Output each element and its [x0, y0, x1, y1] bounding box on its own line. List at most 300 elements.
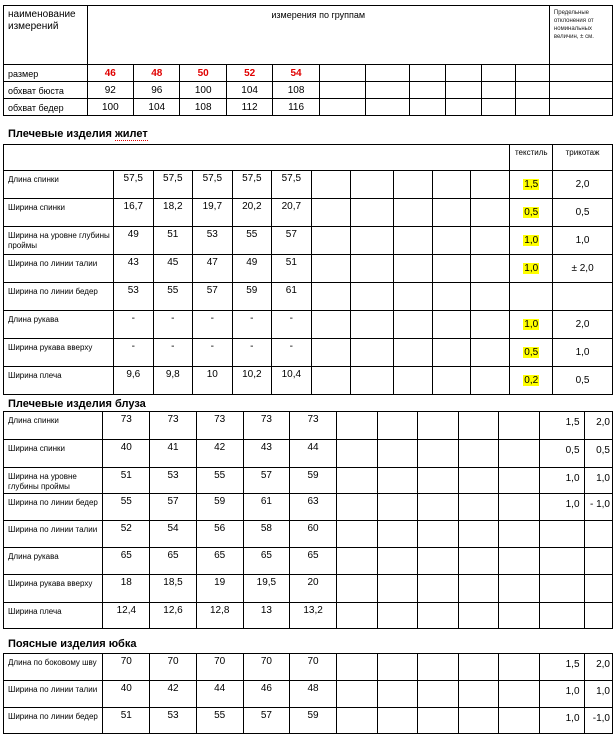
empty-cell — [377, 708, 418, 734]
empty-cell — [377, 412, 418, 440]
value-cell: 49 — [114, 227, 154, 255]
table-row — [4, 468, 613, 494]
row-label: Ширина по линии бедер — [4, 708, 103, 734]
value-cell: 40 — [103, 440, 150, 468]
knit-cell: ± 2,0 — [553, 255, 613, 283]
textile-value: 1,5 — [524, 179, 539, 190]
value-cell: 20,2 — [232, 199, 272, 227]
value-cell: 10 — [193, 367, 233, 395]
textile-cell — [510, 283, 553, 311]
empty-cell — [470, 283, 510, 311]
table-row — [4, 412, 613, 440]
empty-cell — [336, 412, 377, 440]
textile-cell — [510, 255, 553, 283]
value-cell: 57 — [272, 227, 312, 255]
value-cell: 55 — [232, 227, 272, 255]
value-cell: 9,8 — [153, 367, 193, 395]
row-label: Ширина спинки — [4, 199, 114, 227]
knit-cell: 1,0 — [584, 681, 612, 708]
empty-cell — [499, 440, 540, 468]
value-cell: 108 — [273, 82, 319, 99]
empty-cell — [470, 255, 510, 283]
value-cell: 57 — [243, 468, 290, 494]
value-cell: 73 — [196, 412, 243, 440]
value-cell: 19 — [196, 575, 243, 603]
value-cell: 104 — [226, 82, 272, 99]
empty-cell — [351, 311, 394, 339]
textile-value: 1,0 — [524, 263, 539, 274]
value-cell: 46 — [243, 681, 290, 708]
value-cell: 55 — [196, 708, 243, 734]
row-label: Длина спинки — [4, 171, 114, 199]
vest-title-word: жилет — [114, 128, 148, 140]
empty-cell — [377, 681, 418, 708]
value-cell: 116 — [273, 99, 319, 116]
empty-cell — [458, 681, 499, 708]
vest-table — [3, 144, 613, 395]
empty-cell — [311, 339, 351, 367]
row-label: Ширина спинки — [4, 440, 103, 468]
row-label: Ширина на уровне глубины проймы — [4, 468, 103, 494]
value-cell: 92 — [87, 82, 133, 99]
value-cell: 42 — [150, 681, 197, 708]
empty-cell — [458, 412, 499, 440]
value-cell: 58 — [243, 521, 290, 548]
value-cell: 53 — [150, 468, 197, 494]
table-row — [4, 603, 613, 629]
empty-cell — [499, 468, 540, 494]
value-cell: 53 — [150, 708, 197, 734]
textile-cell — [539, 548, 584, 575]
value-cell: 59 — [290, 708, 337, 734]
vest-title-main: Плечевые изделия — [8, 128, 115, 140]
empty-cell — [311, 171, 351, 199]
empty-cell — [418, 708, 459, 734]
value-cell: 51 — [272, 255, 312, 283]
textile-cell — [510, 199, 553, 227]
textile-value: 0,5 — [524, 347, 539, 358]
knit-cell: 2,0 — [553, 311, 613, 339]
value-cell: 70 — [150, 654, 197, 681]
empty-cell — [311, 255, 351, 283]
value-cell: 40 — [103, 681, 150, 708]
empty-cell — [458, 575, 499, 603]
empty-cell — [458, 603, 499, 629]
value-cell: 51 — [153, 227, 193, 255]
textile-cell — [539, 603, 584, 629]
value-cell: - — [272, 339, 312, 367]
textile-header: текстиль — [510, 145, 553, 171]
value-cell: 44 — [196, 681, 243, 708]
empty-cell — [433, 199, 470, 227]
knit-cell — [584, 548, 612, 575]
value-cell: 51 — [103, 708, 150, 734]
empty-cell — [311, 199, 351, 227]
value-cell: - — [114, 339, 154, 367]
value-cell: 18 — [103, 575, 150, 603]
row-label: Ширина по линии талии — [4, 521, 103, 548]
size-cell: 48 — [134, 65, 180, 82]
textile-value: 1,0 — [524, 235, 539, 246]
empty-cell — [311, 227, 351, 255]
knit-cell: 1,0 — [584, 468, 612, 494]
knit-cell: 2,0 — [584, 412, 612, 440]
value-cell: 65 — [150, 548, 197, 575]
textile-cell: 1,0 — [539, 708, 584, 734]
empty-cell — [418, 521, 459, 548]
row-label: Ширина плеча — [4, 367, 114, 395]
value-cell: 18,5 — [150, 575, 197, 603]
empty-cell — [336, 575, 377, 603]
textile-cell: 1,0 — [539, 468, 584, 494]
empty-cell — [418, 575, 459, 603]
empty-cell — [499, 603, 540, 629]
value-cell: 43 — [114, 255, 154, 283]
empty-cell — [377, 603, 418, 629]
empty-cell — [393, 227, 433, 255]
empty-cell — [458, 494, 499, 521]
empty-cell — [433, 283, 470, 311]
empty-cell — [393, 255, 433, 283]
empty-cell — [418, 468, 459, 494]
empty-cell — [351, 367, 394, 395]
table-row — [4, 199, 613, 227]
value-cell: 73 — [103, 412, 150, 440]
textile-cell — [510, 171, 553, 199]
blouse-section-title: Плечевые изделия блуза — [8, 398, 146, 410]
skirt-table — [3, 653, 613, 734]
value-cell: 49 — [232, 255, 272, 283]
empty-cell — [377, 440, 418, 468]
knit-cell: 0,5 — [553, 199, 613, 227]
empty-cell — [433, 255, 470, 283]
empty-cell — [393, 171, 433, 199]
value-cell: 70 — [103, 654, 150, 681]
value-cell: - — [114, 311, 154, 339]
row-label: Ширина на уровне глубины проймы — [4, 227, 114, 255]
table-row — [4, 548, 613, 575]
measurement-name-header: наименование измерений — [4, 6, 88, 65]
empty-cell — [499, 654, 540, 681]
textile-cell — [510, 339, 553, 367]
empty-cell — [351, 227, 394, 255]
empty-cell — [418, 603, 459, 629]
empty-cell — [377, 654, 418, 681]
table-row — [4, 227, 613, 255]
empty-cell — [336, 603, 377, 629]
empty-cell — [418, 681, 459, 708]
value-cell: 55 — [153, 283, 193, 311]
table-row — [4, 654, 613, 681]
knit-cell: 1,0 — [553, 227, 613, 255]
empty-cell — [418, 548, 459, 575]
empty-cell — [311, 367, 351, 395]
empty-cell — [393, 339, 433, 367]
row-label: Ширина по линии талии — [4, 255, 114, 283]
row-label: Длина рукава — [4, 311, 114, 339]
value-cell: - — [232, 311, 272, 339]
knit-cell: 1,0 — [553, 339, 613, 367]
value-cell: 51 — [103, 468, 150, 494]
knit-cell: - 1,0 — [584, 494, 612, 521]
empty-cell — [433, 339, 470, 367]
empty-cell — [336, 654, 377, 681]
value-cell: 10,2 — [232, 367, 272, 395]
empty-cell — [433, 171, 470, 199]
value-cell: 57 — [243, 708, 290, 734]
blouse-table — [3, 411, 613, 629]
empty-cell — [418, 654, 459, 681]
empty-cell — [458, 468, 499, 494]
value-cell: 48 — [290, 681, 337, 708]
textile-value: 0,2 — [524, 375, 539, 386]
value-cell: 55 — [196, 468, 243, 494]
row-label: Ширина рукава вверху — [4, 575, 103, 603]
row-label: Длина по боковому шву — [4, 654, 103, 681]
table-row — [4, 708, 613, 734]
empty-cell — [377, 468, 418, 494]
empty-cell — [418, 412, 459, 440]
empty-cell — [336, 708, 377, 734]
textile-cell: 1,5 — [539, 412, 584, 440]
value-cell: 104 — [134, 99, 180, 116]
size-cell: 54 — [273, 65, 319, 82]
value-cell: 70 — [243, 654, 290, 681]
empty-cell — [377, 548, 418, 575]
table-row — [4, 311, 613, 339]
value-cell: - — [153, 311, 193, 339]
value-cell: 55 — [103, 494, 150, 521]
value-cell: 100 — [180, 82, 226, 99]
value-cell: - — [193, 339, 233, 367]
textile-cell: 0,5 — [539, 440, 584, 468]
value-cell: - — [193, 311, 233, 339]
empty-cell — [458, 548, 499, 575]
empty-cell — [377, 494, 418, 521]
value-cell: 13,2 — [290, 603, 337, 629]
size-cell: 46 — [87, 65, 133, 82]
value-cell: 57,5 — [232, 171, 272, 199]
row-label: Ширина по линии бедер — [4, 283, 114, 311]
empty-cell — [433, 311, 470, 339]
empty-cell — [336, 521, 377, 548]
row-label: Ширина по линии талии — [4, 681, 103, 708]
empty-cell — [351, 283, 394, 311]
value-cell: 47 — [193, 255, 233, 283]
value-cell: 13 — [243, 603, 290, 629]
row-label: Ширина по линии бедер — [4, 494, 103, 521]
value-cell: 19,7 — [193, 199, 233, 227]
value-cell: 59 — [232, 283, 272, 311]
value-cell: 54 — [150, 521, 197, 548]
textile-cell: 1,5 — [539, 654, 584, 681]
value-cell: 108 — [180, 99, 226, 116]
empty-cell — [499, 548, 540, 575]
group-measurements-header: измерения по группам — [87, 6, 549, 65]
table-row — [4, 283, 613, 311]
empty-cell — [393, 367, 433, 395]
empty-cell — [377, 521, 418, 548]
textile-value: 0,5 — [524, 207, 539, 218]
table-row — [4, 521, 613, 548]
value-cell: 57,5 — [272, 171, 312, 199]
value-cell: 20,7 — [272, 199, 312, 227]
empty-cell — [470, 199, 510, 227]
value-cell: 42 — [196, 440, 243, 468]
table-row — [4, 255, 613, 283]
table-row — [4, 494, 613, 521]
knit-cell — [584, 521, 612, 548]
empty-cell — [470, 367, 510, 395]
row-label: обхват бедер — [4, 99, 88, 116]
empty-cell — [418, 494, 459, 521]
row-label: размер — [4, 65, 88, 82]
value-cell: 96 — [134, 82, 180, 99]
skirt-section-title: Поясные изделия юбка — [8, 638, 137, 650]
table-row — [4, 339, 613, 367]
value-cell: 53 — [193, 227, 233, 255]
deviation-header: Предельные отклонения от номинальных величин, ± см. — [549, 6, 612, 65]
value-cell: 53 — [114, 283, 154, 311]
row-label: обхват бюста — [4, 82, 88, 99]
empty-cell — [336, 494, 377, 521]
empty-cell — [351, 171, 394, 199]
knit-cell — [584, 575, 612, 603]
textile-value: 1,0 — [524, 319, 539, 330]
empty-cell — [499, 575, 540, 603]
empty-cell — [336, 468, 377, 494]
value-cell: 73 — [243, 412, 290, 440]
empty-cell — [351, 255, 394, 283]
empty-cell — [470, 227, 510, 255]
value-cell: 59 — [196, 494, 243, 521]
value-cell: 19,5 — [243, 575, 290, 603]
value-cell: 70 — [196, 654, 243, 681]
textile-cell — [539, 521, 584, 548]
value-cell: 52 — [103, 521, 150, 548]
empty-cell — [433, 367, 470, 395]
empty-cell — [458, 440, 499, 468]
empty-cell — [433, 227, 470, 255]
empty-cell — [336, 440, 377, 468]
empty-cell — [311, 311, 351, 339]
textile-cell: 1,0 — [539, 681, 584, 708]
value-cell: 57 — [193, 283, 233, 311]
knit-cell — [553, 283, 613, 311]
table-row — [4, 440, 613, 468]
knit-cell: 2,0 — [553, 171, 613, 199]
value-cell: 63 — [290, 494, 337, 521]
value-cell: 65 — [290, 548, 337, 575]
value-cell: 18,2 — [153, 199, 193, 227]
value-cell: 73 — [290, 412, 337, 440]
empty-cell — [470, 339, 510, 367]
empty-cell — [377, 575, 418, 603]
empty-cell — [393, 311, 433, 339]
empty-cell — [499, 708, 540, 734]
textile-cell — [539, 575, 584, 603]
empty-cell — [499, 494, 540, 521]
knit-cell — [584, 603, 612, 629]
table-row — [4, 575, 613, 603]
empty-cell — [470, 171, 510, 199]
value-cell: 12,8 — [196, 603, 243, 629]
value-cell: 112 — [226, 99, 272, 116]
empty-cell — [458, 654, 499, 681]
textile-cell — [510, 311, 553, 339]
value-cell: 73 — [150, 412, 197, 440]
value-cell: 9,6 — [114, 367, 154, 395]
empty-cell — [336, 548, 377, 575]
value-cell: 43 — [243, 440, 290, 468]
empty-cell — [499, 412, 540, 440]
size-cell: 50 — [180, 65, 226, 82]
value-cell: - — [232, 339, 272, 367]
textile-cell — [510, 227, 553, 255]
value-cell: 65 — [243, 548, 290, 575]
knit-cell: 2,0 — [584, 654, 612, 681]
vest-section-title — [8, 128, 148, 140]
value-cell: 70 — [290, 654, 337, 681]
value-cell: 12,6 — [150, 603, 197, 629]
textile-cell: 1,0 — [539, 494, 584, 521]
value-cell: 57 — [150, 494, 197, 521]
value-cell: 41 — [150, 440, 197, 468]
knit-cell: 0,5 — [553, 367, 613, 395]
value-cell: 65 — [196, 548, 243, 575]
value-cell: 57,5 — [114, 171, 154, 199]
size-table — [3, 5, 613, 116]
value-cell: 60 — [290, 521, 337, 548]
empty-cell — [393, 283, 433, 311]
empty-cell — [393, 199, 433, 227]
empty-cell — [351, 199, 394, 227]
row-label: Длина рукава — [4, 548, 103, 575]
value-cell: 61 — [243, 494, 290, 521]
row-label: Ширина плеча — [4, 603, 103, 629]
empty-cell — [499, 521, 540, 548]
empty-cell — [336, 681, 377, 708]
value-cell: 57,5 — [193, 171, 233, 199]
empty-cell — [499, 681, 540, 708]
value-cell: 56 — [196, 521, 243, 548]
value-cell: 65 — [103, 548, 150, 575]
textile-cell — [510, 367, 553, 395]
value-cell: 59 — [290, 468, 337, 494]
empty-cell — [418, 440, 459, 468]
knit-cell: -1,0 — [584, 708, 612, 734]
value-cell: 57,5 — [153, 171, 193, 199]
value-cell: 45 — [153, 255, 193, 283]
table-row — [4, 171, 613, 199]
value-cell: 12,4 — [103, 603, 150, 629]
value-cell: 16,7 — [114, 199, 154, 227]
size-cell: 52 — [226, 65, 272, 82]
value-cell: - — [272, 311, 312, 339]
empty-cell — [311, 283, 351, 311]
empty-cell — [351, 339, 394, 367]
empty-cell — [458, 521, 499, 548]
table-row — [4, 367, 613, 395]
row-label: Ширина рукава вверху — [4, 339, 114, 367]
value-cell: 100 — [87, 99, 133, 116]
row-label: Длина спинки — [4, 412, 103, 440]
value-cell: 20 — [290, 575, 337, 603]
value-cell: 10,4 — [272, 367, 312, 395]
knit-header: трикотаж — [553, 145, 613, 171]
value-cell: 61 — [272, 283, 312, 311]
value-cell: - — [153, 339, 193, 367]
